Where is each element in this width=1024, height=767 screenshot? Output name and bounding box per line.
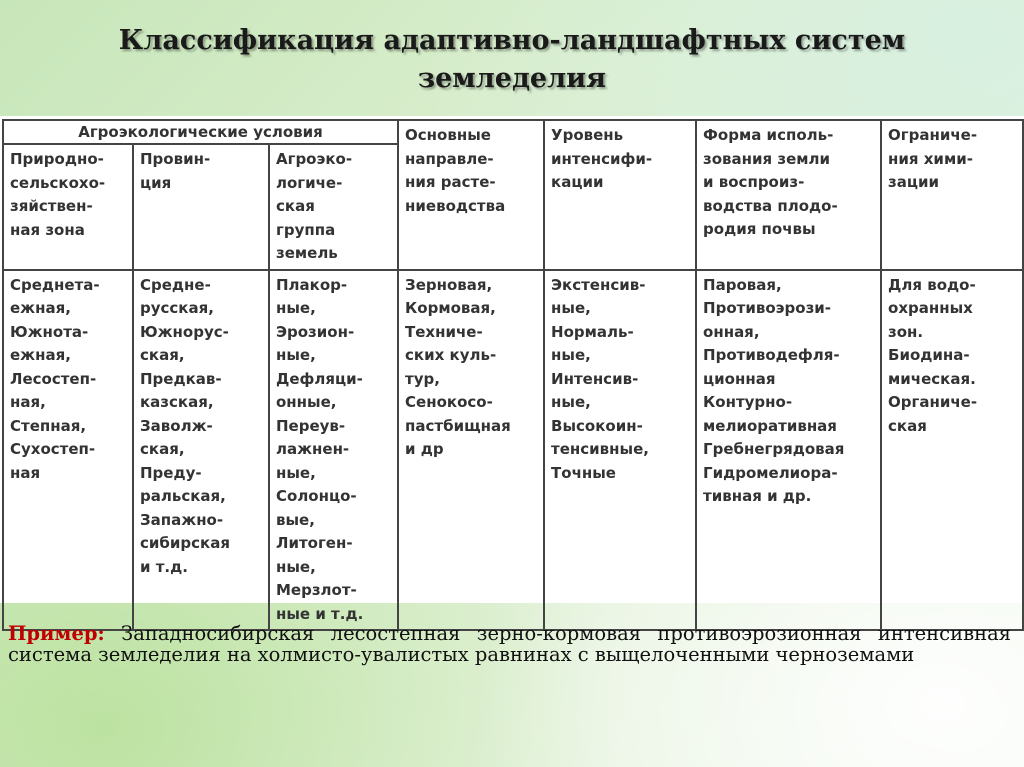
cell-land-use: Паровая, Противоэрози- онная, Противодефля- ционная Контурно- мелиоративная Гребнегрядовая Гидромелиора- тивная и др. <box>696 270 881 631</box>
header-chem-limits: Ограниче- ния хими- зации <box>881 120 1023 270</box>
example-label: Пример: <box>8 622 105 645</box>
cell-land-group: Плакор- ные, Эрозион- ные, Дефляци- онные, Переув- лажнен- ные, Солонцо- вые, Литоген- ные, Мерзлот- ные и т.д. <box>269 270 398 631</box>
example-paragraph <box>8 623 1011 665</box>
cell-intensity: Экстенсив- ные, Нормаль- ные, Интенсив- ные, Высокоин- тенсивные, Точные <box>544 270 696 631</box>
header-land-group: Агроэко- логиче- ская группа земель <box>269 144 398 270</box>
cell-directions: Зерновая, Кормовая, Техниче- ских куль- тур, Сенокосо- пастбищная и др <box>398 270 544 631</box>
cell-chem-limits: Для водо- охранных зон. Биодина- мическая. Органиче- ская <box>881 270 1023 631</box>
table-header-row-1 <box>3 120 1023 144</box>
table-panel <box>0 116 1024 623</box>
classification-table <box>2 119 1024 631</box>
slide-title <box>0 22 1024 98</box>
title-line-2: земледелия <box>417 63 607 94</box>
header-directions: Основные направле- ния расте- ниеводства <box>398 120 544 270</box>
example-text: Западносибирская лесостепная зерно-кормовая противоэрозионная интенсивная система земледелия на холмисто-увалистых равнинах с выщелоченными черноземами <box>8 622 1011 666</box>
table-data-row <box>3 270 1023 631</box>
header-zone: Природно- сельскохо- зяйствен- ная зона <box>3 144 133 270</box>
header-land-use: Форма исполь- зования земли и воспроиз- водства плодо- родия почвы <box>696 120 881 270</box>
cell-province: Средне- русская, Южнорус- ская, Предкав- казская, Заволж- ская, Преду- ральская, Запажно- сибирская и т.д. <box>133 270 269 631</box>
header-intensity: Уровень интенсифи- кации <box>544 120 696 270</box>
cell-zone: Среднета- ежная, Южнота- ежная, Лесостеп- ная, Степная, Сухостеп- ная <box>3 270 133 631</box>
header-province: Провин- ция <box>133 144 269 270</box>
group-header-agroecological: Агроэкологические условия <box>3 120 398 144</box>
title-line-1: Классификация адаптивно-ландшафтных систем <box>118 25 906 56</box>
